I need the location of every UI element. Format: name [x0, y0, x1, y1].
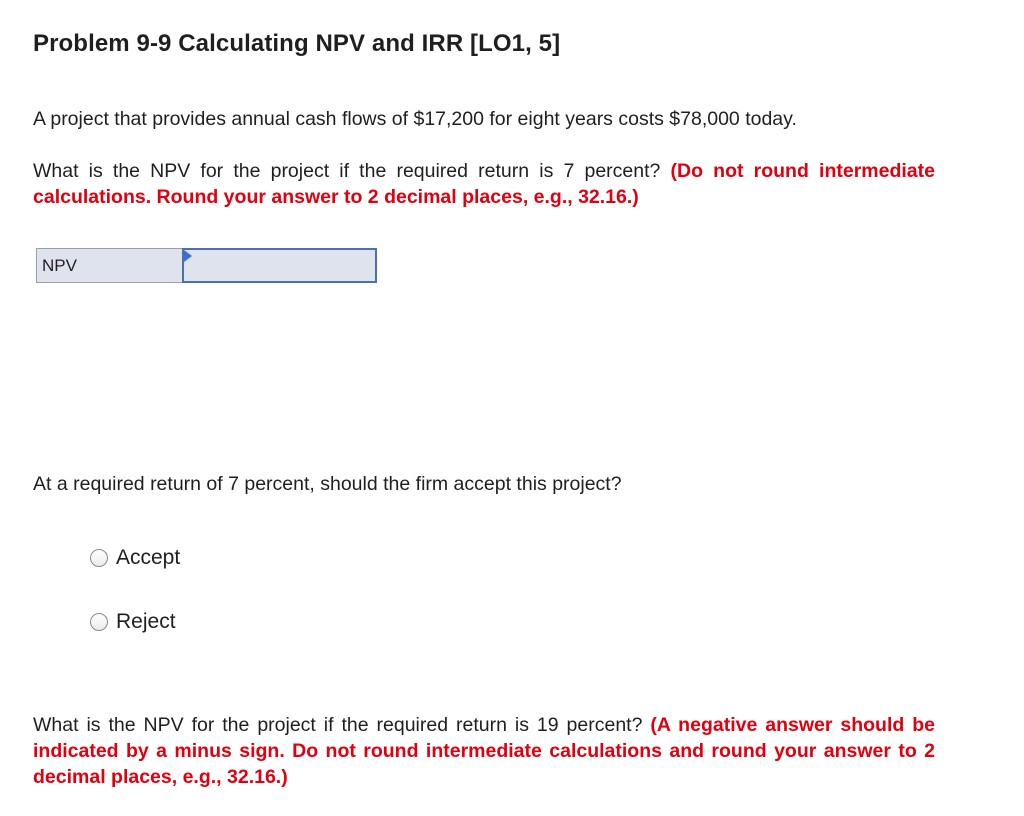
reject-label: Reject: [116, 610, 176, 633]
npv-answer-table: [36, 248, 377, 283]
question-npv-7-text: What is the NPV for the project if the required return is 7 percent?: [33, 160, 671, 182]
npv-label: NPV: [36, 248, 182, 283]
accept-radio[interactable]: [90, 549, 108, 567]
npv-input-cell[interactable]: [182, 248, 377, 283]
question-npv-7: [33, 158, 935, 210]
question-npv-19-text: What is the NPV for the project if the required return is 19 percent?: [33, 714, 651, 736]
problem-intro: A project that provides annual cash flows of $17,200 for eight years costs $78,000 today.: [33, 108, 797, 130]
accept-option[interactable]: [90, 546, 180, 570]
npv-input[interactable]: [184, 250, 375, 281]
reject-radio[interactable]: [90, 613, 108, 631]
cell-marker-icon: [184, 250, 192, 262]
accept-label: Accept: [116, 546, 181, 569]
question-npv-19-instruction: (A negative answer should be indicated by a minus sign. Do not round intermediate calculations and round your answer to 2 decimal places, e.g., 32.16.): [33, 714, 935, 788]
question-accept: At a required return of 7 percent, should the firm accept this project?: [33, 473, 622, 495]
reject-option[interactable]: [90, 610, 176, 634]
question-npv-7-instruction: (Do not round intermediate calculations. Round your answer to 2 decimal places, e.g., 32.16.): [33, 160, 935, 208]
problem-title: Problem 9-9 Calculating NPV and IRR [LO1, 5]: [33, 30, 561, 57]
question-npv-19: [33, 712, 935, 790]
